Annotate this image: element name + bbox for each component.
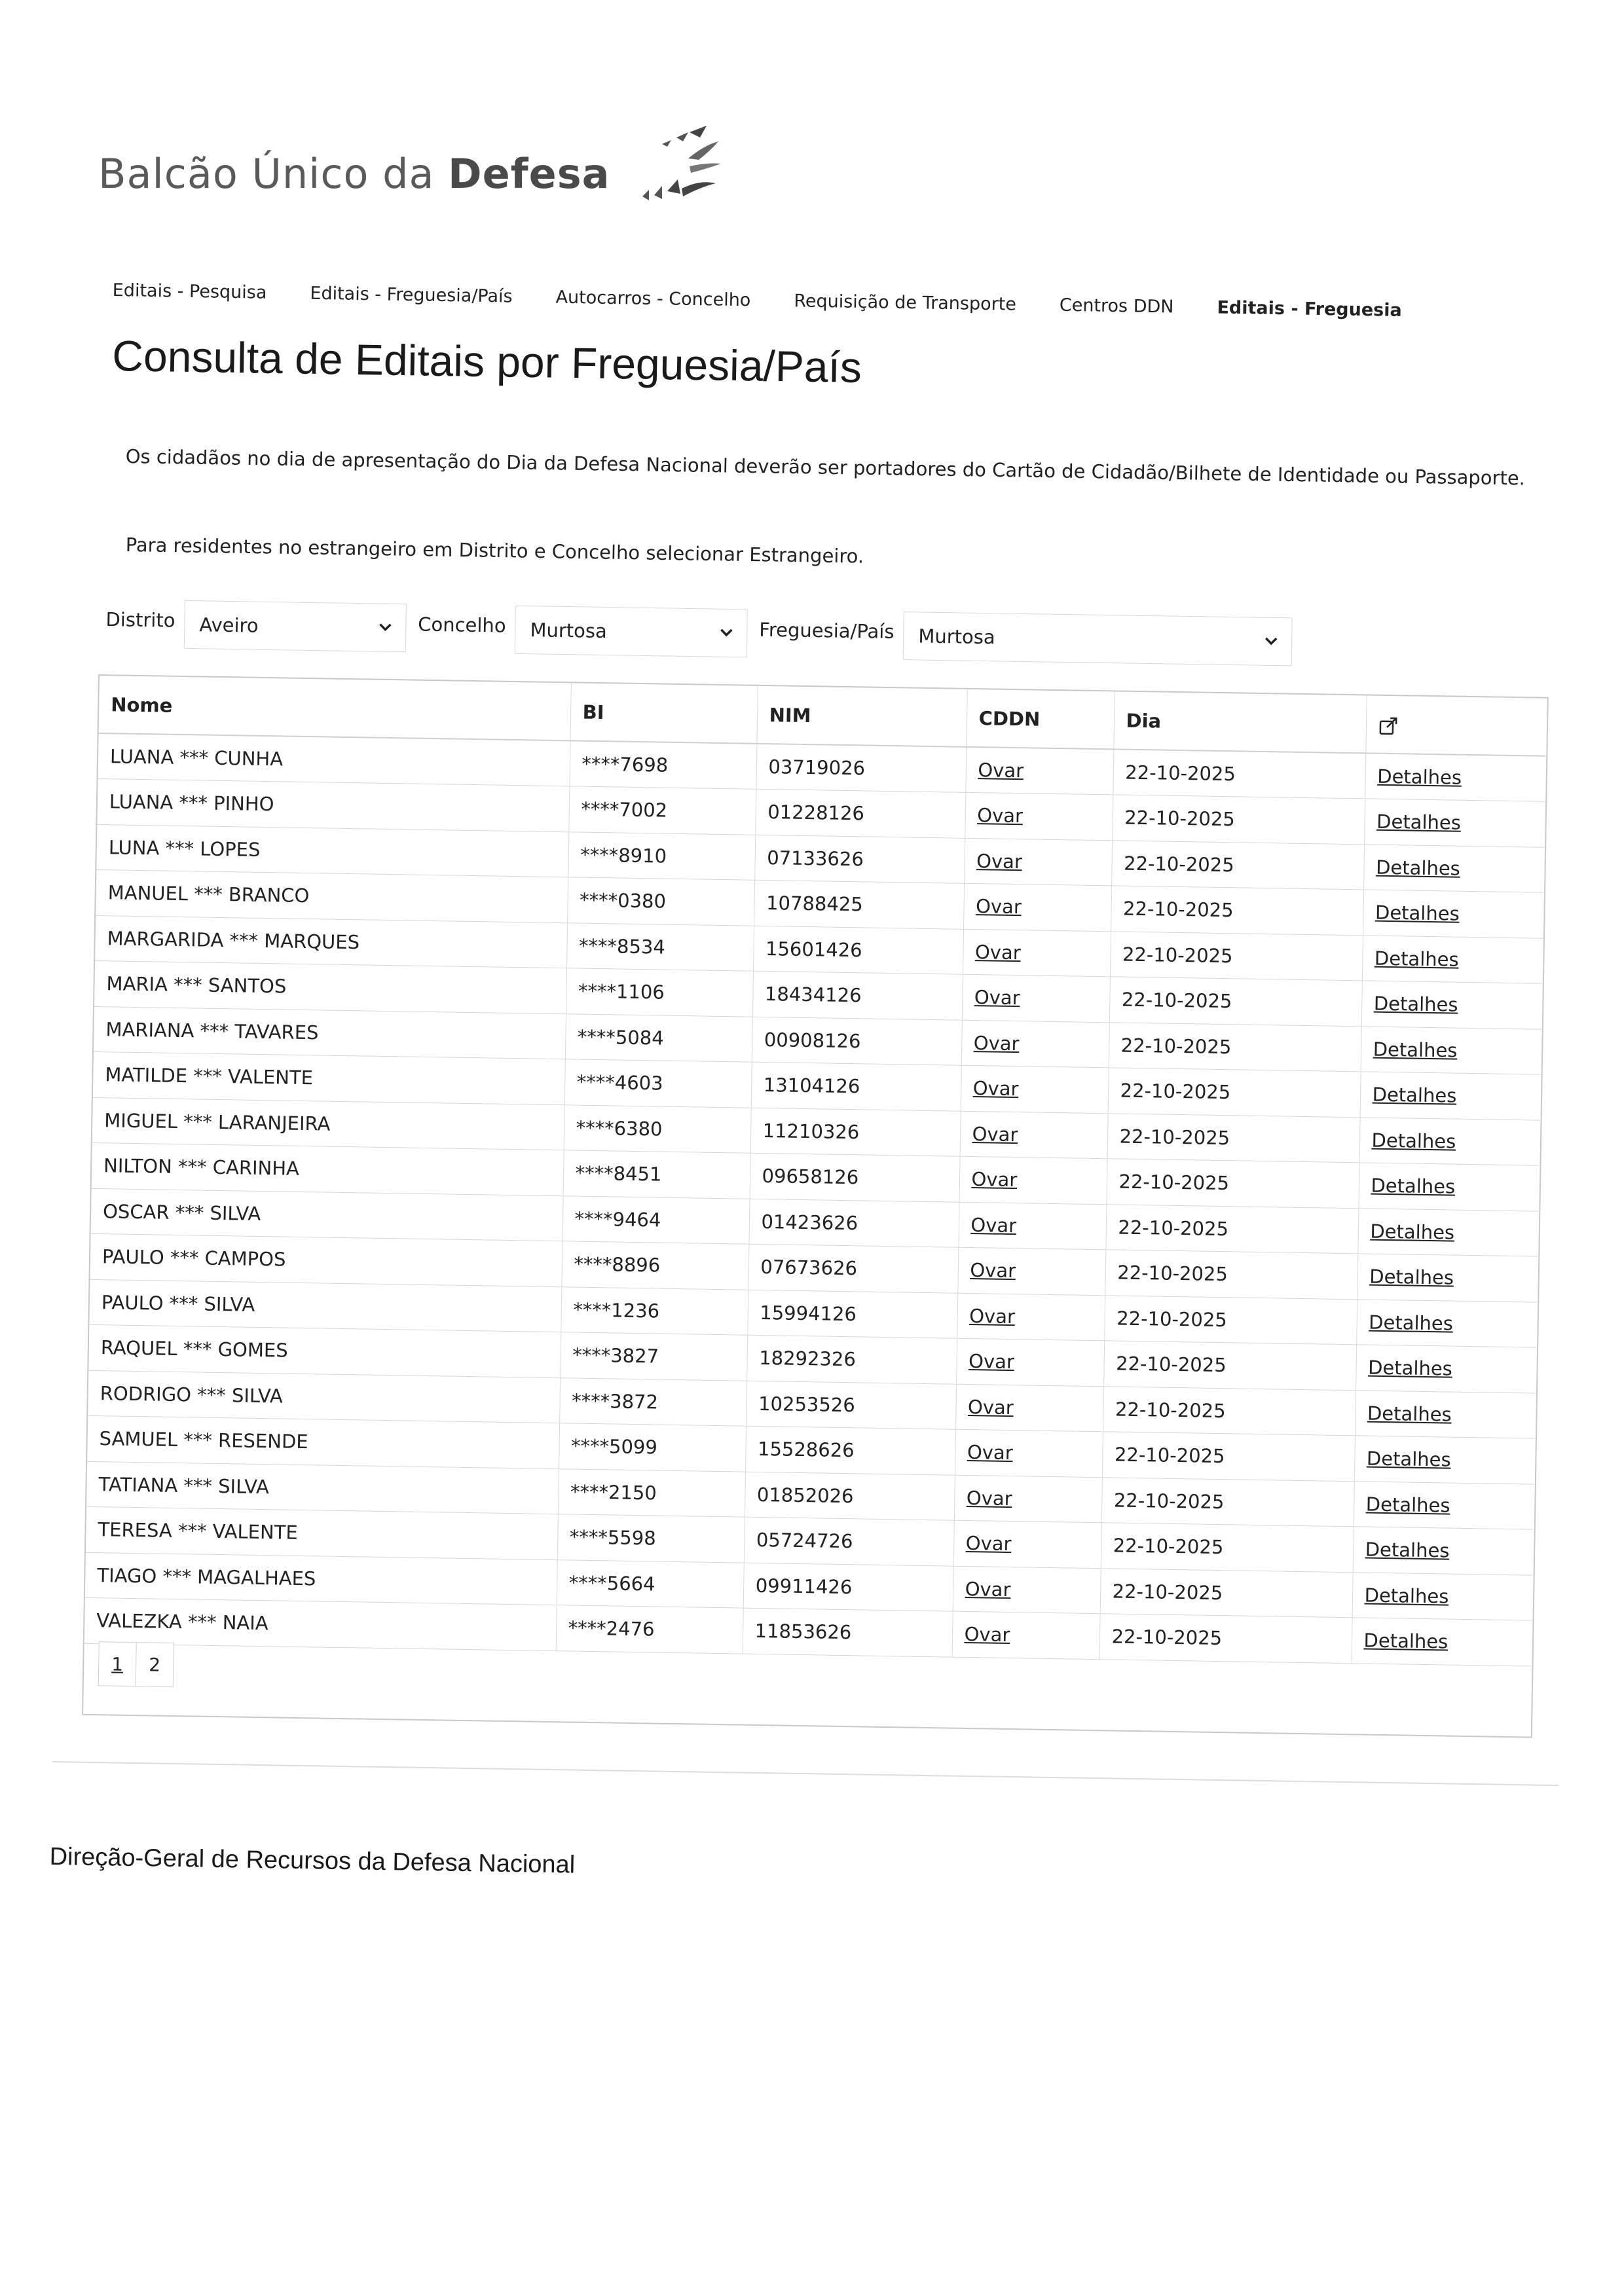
cell-bi: ****6380 <box>576 1116 663 1140</box>
table-cell <box>961 1020 1109 1068</box>
cell-nim: 00908126 <box>764 1028 861 1053</box>
cell-nim: 13104126 <box>763 1074 860 1098</box>
distrito-label: Distrito <box>105 608 175 632</box>
table-cell <box>1356 1299 1537 1347</box>
cell-dia: 22-10-2025 <box>1118 1216 1229 1240</box>
details-link[interactable]: Detalhes <box>1372 1083 1457 1107</box>
page-2-button[interactable]: 2 <box>136 1642 174 1687</box>
cell-cddn-link[interactable]: Ovar <box>970 1213 1017 1237</box>
cell-nim: 15601426 <box>765 937 862 962</box>
cell-nome: TATIANA *** SILVA <box>98 1472 270 1498</box>
details-link[interactable]: Detalhes <box>1377 765 1462 789</box>
table-cell <box>746 1381 956 1430</box>
table-cell <box>953 1566 1101 1614</box>
cell-nim: 10788425 <box>766 892 863 916</box>
cell-nim: 01852026 <box>756 1483 854 1508</box>
details-link[interactable]: Detalhes <box>1371 1174 1456 1198</box>
cell-dia: 22-10-2025 <box>1122 897 1234 922</box>
cell-bi: ****5664 <box>568 1571 655 1595</box>
table-cell <box>743 1608 953 1657</box>
table-cell <box>569 740 756 789</box>
cell-dia: 22-10-2025 <box>1115 1352 1227 1377</box>
cell-cddn-link[interactable]: Ovar <box>977 804 1024 828</box>
cell-cddn-link[interactable]: Ovar <box>973 1031 1020 1055</box>
footer-text: Direção-Geral de Recursos da Defesa Nacional <box>49 1843 576 1879</box>
cell-nim: 07673626 <box>760 1256 858 1280</box>
cell-nim: 11210326 <box>762 1119 860 1144</box>
cell-dia: 22-10-2025 <box>1121 988 1232 1013</box>
table-cell <box>558 1468 745 1517</box>
details-link[interactable]: Detalhes <box>1376 810 1462 834</box>
table-cell <box>747 1290 957 1339</box>
details-link[interactable]: Detalhes <box>1371 1129 1456 1153</box>
cell-nim: 10253526 <box>758 1392 855 1417</box>
table-cell <box>95 915 567 968</box>
table-cell <box>90 1233 562 1286</box>
table-cell <box>1113 749 1365 799</box>
cell-cddn-link[interactable]: Ovar <box>966 1486 1012 1510</box>
header-nim: NIM <box>756 686 967 747</box>
filter-bar <box>105 599 1304 673</box>
freguesia-selected-value: Murtosa <box>918 625 995 649</box>
table-cell <box>89 1279 561 1332</box>
table-cell <box>957 1247 1105 1295</box>
table-cell <box>958 1202 1106 1250</box>
table-cell <box>85 1552 557 1605</box>
table-cell <box>1356 1345 1536 1393</box>
details-link[interactable]: Detalhes <box>1367 1402 1452 1426</box>
table-cell <box>1101 1523 1354 1573</box>
table-cell <box>1109 977 1362 1027</box>
cell-dia: 22-10-2025 <box>1119 1125 1230 1149</box>
table-cell <box>1352 1572 1533 1620</box>
logo-text-bold: Defesa <box>448 149 610 198</box>
table-cell <box>965 747 1113 795</box>
table-cell <box>754 880 964 929</box>
pagination <box>98 1641 174 1687</box>
table-cell <box>557 1559 744 1608</box>
table-cell <box>87 1415 559 1468</box>
table-cell <box>94 960 566 1013</box>
cell-nome: MANUEL *** BRANCO <box>107 881 310 907</box>
table-cell <box>965 792 1113 840</box>
table-cell <box>94 1006 566 1059</box>
cell-cddn-link[interactable]: Ovar <box>978 759 1024 782</box>
table-cell <box>559 1423 746 1472</box>
table-cell <box>88 1370 560 1423</box>
notice-documents: Os cidadãos no dia de apresentação do Dia da Defesa Nacional deverão ser portadores do Cartão de Cidadão/Bilhete de Identidade ou Passaporte. <box>125 445 1526 490</box>
cell-nome: OSCAR *** SILVA <box>102 1199 261 1225</box>
cell-cddn-link[interactable]: Ovar <box>972 1122 1018 1146</box>
details-link[interactable]: Detalhes <box>1367 1356 1453 1380</box>
details-link[interactable]: Detalhes <box>1366 1447 1451 1471</box>
cell-dia: 22-10-2025 <box>1123 852 1234 877</box>
chevron-down-icon <box>1263 632 1280 649</box>
details-link[interactable]: Detalhes <box>1364 1584 1449 1608</box>
cell-nome: RAQUEL *** GOMES <box>100 1336 288 1362</box>
cell-bi: ****7698 <box>581 752 669 776</box>
table-cell <box>1364 799 1545 847</box>
nav-centros-ddn[interactable]: Centros DDN <box>1059 295 1174 318</box>
table-cell <box>1105 1204 1358 1254</box>
table-cell <box>755 789 965 838</box>
table-cell <box>556 1605 743 1654</box>
cell-bi: ****2150 <box>570 1480 657 1504</box>
table-cell <box>1104 1295 1357 1345</box>
cell-cddn-link[interactable]: Ovar <box>965 1532 1012 1556</box>
chevron-down-icon <box>718 624 735 641</box>
cell-nim: 01423626 <box>761 1210 858 1235</box>
cell-bi: ****8896 <box>574 1252 661 1277</box>
cell-dia: 22-10-2025 <box>1114 1443 1225 1468</box>
table-cell <box>86 1461 559 1514</box>
table-cell <box>1111 840 1364 890</box>
page-title: Consulta de Editais por Freguesia/País <box>111 331 862 392</box>
cell-bi: ****4603 <box>576 1070 663 1095</box>
table-cell <box>98 733 570 786</box>
distrito-select[interactable] <box>184 600 407 652</box>
nav-editais-freguesia[interactable]: Editais - Freguesia <box>1217 297 1402 321</box>
table-cell <box>1354 1481 1534 1529</box>
table-cell <box>1357 1208 1538 1256</box>
freguesia-select[interactable] <box>903 611 1293 666</box>
details-link[interactable]: Detalhes <box>1370 1220 1455 1244</box>
table-cell <box>748 1244 958 1293</box>
chevron-down-icon <box>377 618 394 635</box>
table-cell <box>1359 1117 1540 1165</box>
header-dia: Dia <box>1113 691 1366 753</box>
cell-bi: ****1236 <box>573 1298 660 1322</box>
table-cell <box>1103 1341 1356 1391</box>
cell-nome: RODRIGO *** SILVA <box>100 1381 283 1408</box>
table-cell <box>97 779 569 832</box>
details-link[interactable]: Detalhes <box>1363 1629 1449 1653</box>
cell-bi: ****5084 <box>577 1025 664 1049</box>
table-cell <box>955 1384 1103 1432</box>
results-body <box>84 733 1546 1666</box>
table-cell <box>964 838 1112 886</box>
table-cell <box>92 1142 564 1195</box>
freguesia-label: Freguesia/País <box>759 618 895 643</box>
cell-nim: 03719026 <box>768 756 866 780</box>
cell-bi: ****9464 <box>574 1207 661 1231</box>
table-cell <box>952 1611 1100 1659</box>
table-cell <box>568 831 755 880</box>
table-cell <box>1112 795 1365 845</box>
cell-nome: LUANA *** PINHO <box>109 790 274 816</box>
table-cell <box>1107 1113 1360 1163</box>
cell-nim: 18434126 <box>764 983 862 1007</box>
table-cell <box>963 929 1111 977</box>
table-cell <box>752 971 963 1020</box>
table-cell <box>1100 1568 1353 1618</box>
table-cell <box>566 922 754 971</box>
footer-divider <box>52 1761 1559 1786</box>
cell-cddn-link[interactable]: Ovar <box>974 986 1020 1010</box>
header-cddn: CDDN <box>966 689 1114 750</box>
cell-cddn-link[interactable]: Ovar <box>972 1077 1019 1101</box>
cell-nome: MIGUEL *** LARANJEIRA <box>104 1108 331 1135</box>
cell-bi: ****1106 <box>578 979 665 1004</box>
details-link[interactable]: Detalhes <box>1365 1493 1450 1517</box>
table-cell <box>744 1517 954 1566</box>
cell-nome: LUNA *** LOPES <box>108 836 261 861</box>
table-cell <box>91 1188 563 1241</box>
header-details <box>1365 695 1546 756</box>
table-cell <box>1101 1477 1354 1527</box>
table-cell <box>956 1338 1104 1386</box>
table-cell <box>92 1097 564 1150</box>
table-cell <box>1353 1527 1534 1575</box>
table-cell <box>566 968 753 1017</box>
table-cell <box>1111 886 1363 936</box>
table-cell <box>559 1377 747 1426</box>
cell-dia: 22-10-2025 <box>1125 761 1236 786</box>
table-cell <box>568 786 756 835</box>
table-cell <box>561 1286 748 1335</box>
cell-cddn-link[interactable]: Ovar <box>970 1259 1016 1283</box>
cell-nim: 11853626 <box>754 1620 852 1644</box>
cell-nome: SAMUEL *** RESENDE <box>99 1427 308 1453</box>
cell-dia: 22-10-2025 <box>1122 943 1233 968</box>
table-cell <box>1102 1432 1355 1482</box>
cell-nim: 09911426 <box>755 1574 853 1599</box>
table-cell <box>752 1017 962 1066</box>
cell-nim: 15528626 <box>757 1438 855 1462</box>
table-cell <box>1106 1159 1359 1209</box>
table-cell <box>1363 844 1544 892</box>
cell-bi: ****3872 <box>571 1389 659 1413</box>
table-cell <box>565 1013 752 1062</box>
cell-cddn-link[interactable]: Ovar <box>964 1623 1010 1647</box>
nav-autocarros-concelho[interactable]: Autocarros - Concelho <box>555 287 751 311</box>
table-cell <box>962 974 1110 1022</box>
header-bi: BI <box>570 683 757 743</box>
cell-cddn-link[interactable]: Ovar <box>976 849 1023 873</box>
table-cell <box>96 869 568 922</box>
table-cell <box>567 877 754 926</box>
table-cell <box>955 1429 1103 1477</box>
details-link[interactable]: Detalhes <box>1374 947 1459 971</box>
table-cell <box>953 1520 1101 1568</box>
cell-bi: ****8451 <box>575 1161 662 1186</box>
cell-nome: LUANA *** CUNHA <box>109 745 284 771</box>
table-cell <box>1355 1390 1536 1438</box>
concelho-label: Concelho <box>417 613 506 637</box>
cell-cddn-link[interactable]: Ovar <box>971 1168 1018 1192</box>
cell-cddn-link[interactable]: Ovar <box>974 940 1021 964</box>
cell-nome: MARIANA *** TAVARES <box>105 1017 319 1044</box>
external-link-icon <box>1378 716 1397 735</box>
results-panel <box>82 674 1549 1738</box>
table-cell <box>754 835 965 884</box>
page-1-button[interactable]: 1 <box>98 1641 137 1686</box>
table-cell <box>960 1111 1108 1159</box>
cell-cddn-link[interactable]: Ovar <box>975 895 1022 919</box>
table-cell <box>954 1475 1102 1523</box>
details-link[interactable]: Detalhes <box>1373 1038 1458 1062</box>
cell-bi: ****0380 <box>579 888 667 913</box>
table-cell <box>564 1059 752 1108</box>
cell-dia: 22-10-2025 <box>1120 1079 1231 1104</box>
cell-nim: 01228126 <box>767 801 865 825</box>
cell-bi: ****5598 <box>569 1525 656 1550</box>
cell-dia: 22-10-2025 <box>1112 1580 1223 1604</box>
cell-nome: PAULO *** CAMPOS <box>101 1245 286 1271</box>
cell-nim: 18292326 <box>758 1347 857 1371</box>
site-logo[interactable] <box>98 118 728 229</box>
details-link[interactable]: Detalhes <box>1375 856 1461 880</box>
table-cell <box>747 1335 957 1384</box>
main-nav <box>112 280 1402 321</box>
results-table <box>84 676 1547 1666</box>
cell-cddn-link[interactable]: Ovar <box>965 1577 1011 1601</box>
cell-bi: ****3827 <box>572 1343 659 1368</box>
table-cell <box>557 1514 745 1563</box>
cell-nome: PAULO *** SILVA <box>101 1290 255 1316</box>
cell-dia: 22-10-2025 <box>1124 806 1236 831</box>
table-cell <box>1357 1254 1538 1302</box>
cell-dia: 22-10-2025 <box>1113 1534 1224 1559</box>
table-cell <box>961 1065 1109 1113</box>
table-cell <box>1108 1068 1361 1118</box>
cell-dia: 22-10-2025 <box>1118 1170 1230 1195</box>
table-cell <box>743 1563 953 1612</box>
cell-cddn-link[interactable]: Ovar <box>968 1350 1015 1374</box>
details-link[interactable]: Detalhes <box>1368 1311 1454 1335</box>
table-cell <box>96 824 568 877</box>
table-cell <box>1352 1618 1532 1666</box>
cell-bi: ****5099 <box>570 1434 658 1459</box>
logo-birds-icon <box>616 118 728 229</box>
table-cell <box>561 1241 748 1290</box>
cell-cddn-link[interactable]: Ovar <box>969 1304 1016 1328</box>
table-cell <box>563 1150 750 1199</box>
nav-editais-pesquisa[interactable]: Editais - Pesquisa <box>112 280 267 303</box>
cell-dia: 22-10-2025 <box>1111 1625 1223 1650</box>
cell-nome: TIAGO *** MAGALHAES <box>97 1563 316 1590</box>
cell-dia: 22-10-2025 <box>1117 1261 1228 1286</box>
cell-nim: 09658126 <box>762 1165 859 1189</box>
details-link[interactable]: Detalhes <box>1373 992 1458 1016</box>
logo-text-light: Balcão Único da <box>98 149 449 198</box>
cell-cddn-link[interactable]: Ovar <box>967 1395 1014 1419</box>
table-cell <box>1362 935 1543 983</box>
table-cell <box>1358 1163 1539 1211</box>
table-cell <box>1105 1250 1357 1300</box>
notice-abroad: Para residentes no estrangeiro em Distrito e Concelho selecionar Estrangeiro. <box>125 534 864 568</box>
table-cell <box>750 1153 960 1202</box>
nav-requisicao-transporte[interactable]: Requisição de Transporte <box>794 291 1017 315</box>
table-cell <box>1103 1386 1356 1436</box>
table-cell <box>753 926 963 975</box>
table-cell <box>1361 1026 1541 1074</box>
table-cell <box>1360 1072 1541 1120</box>
cell-bi: ****7002 <box>581 797 668 822</box>
cell-nome: TERESA *** VALENTE <box>98 1518 298 1544</box>
table-cell <box>1365 753 1545 801</box>
cell-nome: MATILDE *** VALENTE <box>105 1063 314 1089</box>
cell-nome: MARIA *** SANTOS <box>106 972 287 998</box>
table-cell <box>963 883 1111 931</box>
table-cell <box>1361 981 1542 1029</box>
cell-nim: 07133626 <box>766 846 864 871</box>
table-cell <box>88 1324 561 1377</box>
table-cell <box>957 1293 1105 1341</box>
table-cell <box>1354 1436 1535 1484</box>
cell-bi: ****8534 <box>578 934 666 958</box>
table-cell <box>959 1156 1107 1204</box>
nav-editais-freguesia-pais[interactable]: Editais - Freguesia/País <box>310 283 513 307</box>
cell-dia: 22-10-2025 <box>1115 1398 1226 1422</box>
table-cell <box>562 1195 749 1244</box>
cell-dia: 22-10-2025 <box>1113 1489 1225 1513</box>
table-cell <box>751 1062 961 1111</box>
table-cell <box>750 1108 961 1157</box>
table-cell <box>745 1472 955 1521</box>
header-nome: Nome <box>99 676 571 740</box>
details-link[interactable]: Detalhes <box>1375 901 1460 925</box>
cell-bi: ****2476 <box>568 1616 655 1641</box>
details-link[interactable]: Detalhes <box>1369 1265 1454 1289</box>
details-link[interactable]: Detalhes <box>1365 1538 1450 1562</box>
cell-nome: MARGARIDA *** MARQUES <box>107 927 360 954</box>
cell-dia: 22-10-2025 <box>1116 1307 1228 1331</box>
cell-cddn-link[interactable]: Ovar <box>967 1441 1013 1465</box>
cell-nome: VALEZKA *** NAIA <box>96 1609 268 1635</box>
cell-bi: ****8910 <box>580 843 667 867</box>
concelho-select[interactable] <box>515 606 748 658</box>
table-cell <box>1099 1614 1352 1664</box>
cell-dia: 22-10-2025 <box>1120 1034 1232 1058</box>
concelho-selected-value: Murtosa <box>530 619 608 643</box>
table-cell <box>1109 1022 1361 1072</box>
table-cell <box>1110 931 1363 981</box>
table-cell <box>93 1051 565 1104</box>
logo-text <box>98 150 610 198</box>
table-cell <box>756 744 966 793</box>
table-cell <box>86 1506 558 1559</box>
table-cell <box>1363 890 1543 938</box>
table-cell <box>564 1104 751 1153</box>
table-cell <box>745 1426 955 1475</box>
cell-nim: 05724726 <box>756 1529 853 1553</box>
table-cell <box>560 1332 747 1381</box>
distrito-selected-value: Aveiro <box>199 613 259 637</box>
cell-nim: 15994126 <box>760 1301 857 1326</box>
table-cell <box>748 1199 959 1248</box>
cell-nome: NILTON *** CARINHA <box>103 1154 300 1180</box>
